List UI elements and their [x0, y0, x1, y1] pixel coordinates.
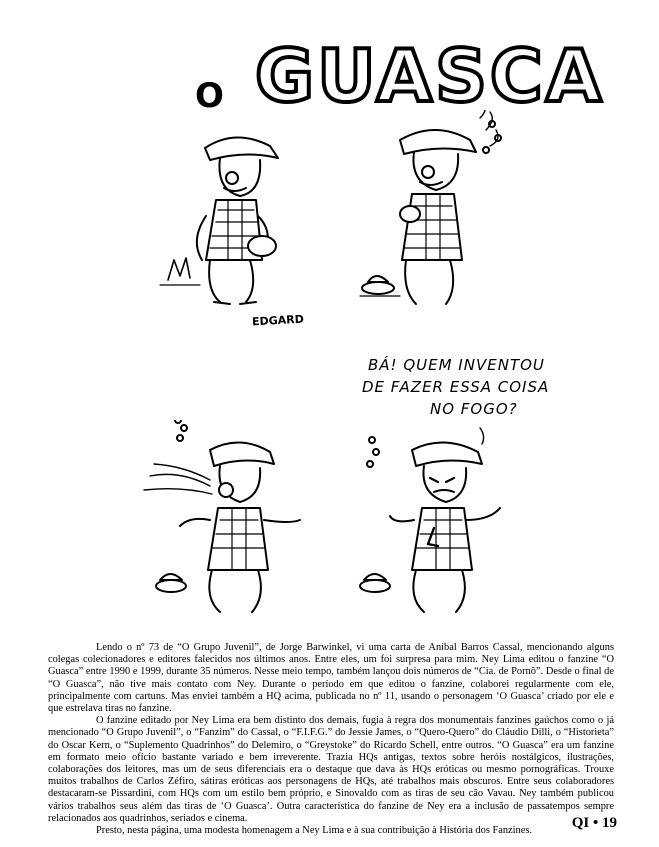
article-paragraph-1: Lendo o nº 73 de “O Grupo Juvenil”, de Jorge Barwinkel, vi uma carta de Aníbal Barros Cassal, mencionando alguns colegas colecionadores e editores falecidos nos últimos anos. Entre eles, um foi surpresa para mim. Ney Lima editou o fanzine “O Guasca” entre 1990 e 1999, durante 35 números. Nesse meio tempo, também lançou dois números de “Cia. de Pornô”. Desde o final de “O Guasca”, não tive mais contato com Ney. Durante o período em que editou o fanzine, colaborei regularmente com ele, principalmente com cartuns. Mas enviei também a HQ acima, publicada no nº 11, usando o personagem ‘O Guasca’ criado por ele e que estrelava tiras no fanzine.: [48, 642, 614, 715]
artist-signature: EDGARD: [251, 312, 305, 329]
gaucho-angry-illustration: [350, 420, 530, 620]
article-paragraph-3: Presto, nesta página, uma modesta homenagem a Ney Lima e à sua contribuição à História dos Fanzines.: [96, 825, 532, 837]
gaucho-burned-illustration: [140, 420, 330, 620]
page-folio: QI • 19: [571, 815, 617, 831]
speech-balloon-line-2: DE FAZER ESSA COISA: [362, 378, 550, 396]
article-body: [48, 642, 614, 837]
comic-panel-4: [350, 420, 530, 620]
comic-panel-1: [150, 120, 320, 320]
speech-balloon-line-3: NO FOGO?: [430, 400, 518, 418]
gaucho-with-kettle-illustration: [150, 120, 320, 320]
gaucho-kettle-on-fire-illustration: [340, 110, 530, 320]
article-paragraph-2: O fanzine editado por Ney Lima era bem distinto dos demais, fugia à regra dos monumentais fanzines gaúchos como o já mencionado “O Grupo Juvenil”, o “Fanzim” do Cassal, o “F.I.F.G.” do Jessie James, o “Quero-Quero” do Cláudio Dilli, o “Historieta” do Oscar Kern, o “Suplemento Quadrinhos” do Delemiro, o “Greystoke” do Ricardo Schell, entre outros. “O Guasca” era um fanzine em formato meio ofício bastante variado e bem irreverente. Trazia HQs antigas, textos sobre heróis nostálgicos, ilustrações, colaborações dos leitores, mas um de seus diferenciais era o destaque que dava às HQs eróticas ou mesmo pornográficas. Trouxe muitos trabalhos de Carlos Zéfiro, sátiras eróticas aos personagens de HQs, até trabalhos mais obscuros. Entre seus colaboradores destacaram-se Pissardini, com HQs com um estilo bem próprio, e Sinovaldo com as tiras de seu cão Vavau. Ney também publicou vários trabalhos seus além das tiras de ‘O Guasca’. Outra característica do fanzine de Ney era a inclusão de passatempos sempre relacionados aos quadrinhos, seriados e cinema.: [48, 715, 614, 824]
speech-balloon-line-1: BÁ! QUEM INVENTOU: [368, 356, 545, 374]
comic-panel-2: [340, 110, 530, 320]
title-prefix: O: [195, 76, 224, 116]
comic-panel-3: [140, 420, 330, 620]
title-main: GUASCA: [255, 34, 605, 118]
